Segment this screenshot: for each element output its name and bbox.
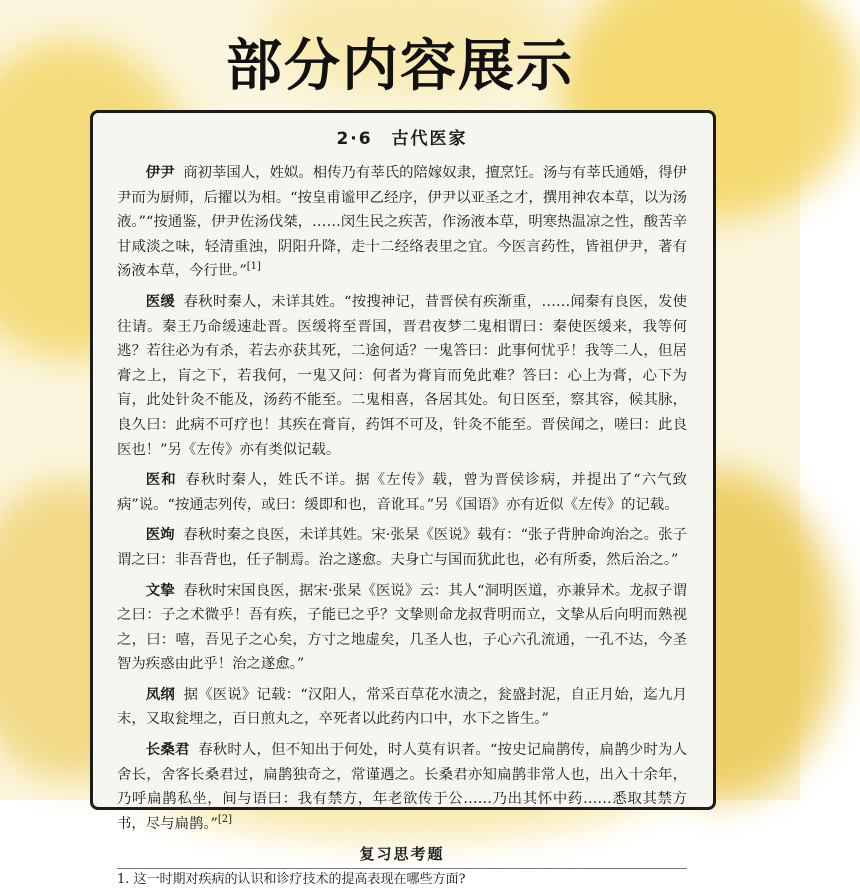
footnote-ref: [1] [246, 261, 261, 273]
physician-entry [117, 579, 687, 677]
physician-name: 医和 [145, 472, 177, 489]
physician-text: 商初莘国人，姓姒。相传乃有莘氏的陪嫁奴隶，擅烹饪。汤与有莘氏通婚，得伊尹而为厨师，后擢以为相。“按皇甫谧甲乙经序，伊尹以亚圣之才，撰用神农本草，以为汤液。”“按通鉴，伊尹佐汤伐桀，……闵生民之疾苦，作汤液本草，明寒热温凉之性，酸苦辛甘咸淡之味，轻清重浊，阴阳升降，走十二经络表里之宜。今医言药性，皆祖伊尹，著有汤液本草，今行世。” [117, 165, 687, 280]
physician-text: 春秋时秦人，未详其姓。“按搜神记，昔晋侯有疾渐重，……闻秦有良医，发使往请。秦王乃命缓速赴晋。医缓将至晋国，晋君夜梦二鬼相谓曰：秦使医缓来，我等何逃？若往必为有杀，若去亦获其死，二途何适？一鬼答曰：此事何忧乎！我等二人，但居膏之上，肓之下，若我何，一鬼又问：何者为膏肓而免此难？答曰：心上为膏，心下为肓，此处针灸不能及，汤药不能至。二鬼相喜，各居其处。旬日医至，察其容，候其脉，良久曰：此病不可疗也！其疾在膏肓，药饵不可及，针灸不能至。晋侯闻之，嗟曰：此良医也！”另《左传》亦有类似记载。 [117, 293, 687, 458]
physician-entry [117, 523, 687, 572]
review-question: 1. 这一时期对疾病的认识和诊疗技术的提高表现在哪些方面? [117, 868, 687, 891]
physician-name: 医竘 [145, 527, 175, 544]
section-heading: 2·6 古代医家 [336, 129, 468, 149]
book-page-content [117, 127, 687, 891]
physician-text: 春秋时宋国良医，据宋·张杲《医说》云：其人“洞明医道，亦兼异术。龙叔子谓之曰：子之术微乎！吾有疾，子能已之乎？文挚则命龙叔背明而立，文挚从后向明而熟视之，曰：嘻，吾见子之心矣，方寸之地虚矣，几圣人也，子心六孔流通，一孔不达，今圣智为疾惑由此乎！治之遂愈。” [117, 582, 687, 673]
review-heading: 复习思考题 [359, 845, 445, 864]
physician-name: 凤纲 [145, 686, 175, 703]
physician-entry [117, 468, 687, 517]
book-page-sample [90, 110, 716, 888]
physician-entry [117, 738, 687, 836]
physician-text: 据《医说》记载：“汉阳人，常采百草花水渍之，瓮盛封泥，自正月始，迄九月末，又取瓮埋之，百日煎丸之，卒死者以此药内口中，水下之皆生。” [117, 686, 687, 728]
banner-title: 部分内容展示 [226, 34, 574, 99]
physician-entry [117, 161, 687, 284]
physician-name: 医缓 [145, 293, 175, 310]
physician-text: 春秋时人，但不知出于何处，时人莫有识者。“按史记扁鹊传，扁鹊少时为人舍长，舍客长桑君过，扁鹊独奇之，常谨遇之。长桑君亦知扁鹊非常人也，出入十余年，乃呼扁鹊私坐，间与语曰：我有禁方，年老欲传于公……乃出其怀中药……悉取其禁方书，尽与扁鹊。” [117, 742, 687, 832]
physician-name: 伊尹 [145, 165, 175, 181]
physician-entry [117, 683, 687, 732]
footnote-ref: [2] [217, 814, 233, 826]
physician-text: 春秋时秦人，姓氏不详。据《左传》载，曾为晋侯诊病，并提出了“六气致病”说。“按通志列传，或曰：缓即和也，音讹耳。”另《国语》亦有近似《左传》的记载。 [117, 472, 687, 513]
physician-name: 文挚 [145, 582, 175, 599]
physician-name: 长桑君 [145, 742, 190, 759]
physician-entry [117, 290, 687, 462]
physician-text: 春秋时秦之良医，未详其姓。宋·张杲《医说》载有：“张子背肿命竘治之。张子谓之曰：非吾背也，任子制焉。治之遂愈。夫身亡与国而犹此也，必有所委，然后治之。” [117, 527, 687, 568]
